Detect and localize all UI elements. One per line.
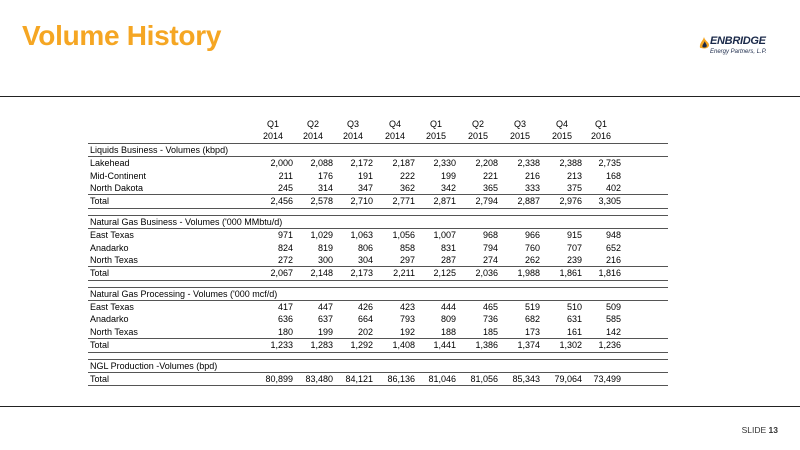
table-cell: 793: [399, 314, 415, 325]
table-cell: 1,029: [310, 230, 333, 241]
total-cell: 73,499: [593, 374, 621, 385]
table-cell: 858: [399, 242, 415, 253]
column-header-quarter: Q3: [513, 119, 526, 129]
table-cell: 365: [482, 182, 498, 193]
column-header-year: 2015: [551, 131, 573, 142]
column-header-quarter: Q1: [429, 119, 442, 129]
column-header-year: 2014: [342, 131, 364, 142]
section-heading: [88, 144, 668, 156]
column-header-quarter: Q4: [555, 119, 568, 129]
row-label: North Dakota: [90, 182, 144, 193]
table-cell: 682: [524, 314, 540, 325]
column-header-year: 2016: [590, 131, 612, 142]
total-cell: 3,305: [598, 196, 621, 207]
table-cell: 2,208: [475, 158, 498, 169]
total-cell: 1,374: [517, 340, 540, 351]
table-cell: 314: [317, 182, 333, 193]
table-cell: 333: [524, 182, 540, 193]
table-cell: 304: [357, 254, 373, 265]
total-cell: 2,887: [517, 196, 540, 207]
table-cell: 819: [317, 242, 333, 253]
table-cell: 637: [317, 314, 333, 325]
total-cell: 84,121: [345, 374, 373, 385]
table-cell: 631: [566, 314, 582, 325]
row-label: Anadarko: [90, 242, 129, 253]
table-cell: 510: [566, 302, 582, 313]
column-header-year: 2015: [509, 131, 531, 142]
table-total-row: [88, 373, 668, 385]
row-label: Mid-Continent: [90, 170, 147, 181]
row-label: Lakehead: [90, 158, 130, 169]
total-cell: 2,211: [393, 268, 415, 279]
table-cell: 161: [566, 326, 582, 337]
total-cell: 1,292: [350, 340, 373, 351]
slide-number-value: 13: [768, 425, 778, 435]
table-cell: 300: [317, 254, 333, 265]
table-row: [88, 301, 668, 313]
row-label: Anadarko: [90, 314, 129, 325]
logo-name: ENBRIDGE: [710, 35, 766, 47]
table-cell: 185: [482, 326, 498, 337]
total-cell: 1,861: [559, 268, 582, 279]
column-header-quarter: Q4: [388, 119, 401, 129]
header-divider: [0, 96, 800, 97]
table-cell: 173: [524, 326, 540, 337]
table-cell: 652: [605, 242, 621, 253]
table-cell: 2,330: [433, 158, 456, 169]
table-total-row: [88, 267, 668, 279]
total-cell: 2,036: [475, 268, 498, 279]
table-cell: 176: [317, 170, 333, 181]
table-cell: 447: [317, 302, 333, 313]
table-cell: 188: [440, 326, 456, 337]
total-cell: 1,302: [559, 340, 582, 351]
column-header-year: 2015: [425, 131, 447, 142]
column-header-year: 2014: [262, 131, 284, 142]
column-header-year: 2014: [302, 131, 324, 142]
total-label: Total: [90, 374, 110, 385]
section-heading-label: Liquids Business - Volumes (kbpd): [90, 144, 229, 155]
table-cell: 192: [399, 326, 415, 337]
table-cell: 239: [566, 254, 582, 265]
table-cell: 216: [605, 254, 621, 265]
total-cell: 2,710: [350, 196, 373, 207]
table-cell: 1,063: [350, 230, 373, 241]
total-cell: 2,148: [310, 268, 333, 279]
slide-number: [742, 425, 778, 435]
table-cell: 968: [482, 230, 498, 241]
total-cell: 83,480: [305, 374, 333, 385]
table-cell: 444: [440, 302, 456, 313]
table-cell: 1,007: [433, 230, 456, 241]
column-header-year: 2014: [384, 131, 406, 142]
table-cell: 221: [482, 170, 498, 181]
table-cell: 423: [399, 302, 415, 313]
table-cell: 465: [482, 302, 498, 313]
table-cell: 272: [277, 254, 293, 265]
table-cell: 262: [524, 254, 540, 265]
total-cell: 1,441: [433, 340, 456, 351]
table-cell: 2,172: [350, 158, 373, 169]
table-row: [88, 157, 668, 169]
table-cell: 191: [357, 170, 373, 181]
total-cell: 2,173: [350, 268, 373, 279]
table-cell: 966: [524, 230, 540, 241]
table-cell: 216: [524, 170, 540, 181]
footer-divider: [0, 406, 800, 407]
table-header-year-row: [88, 130, 668, 142]
table-cell: 180: [277, 326, 293, 337]
volume-table: [88, 118, 668, 386]
total-cell: 81,056: [470, 374, 498, 385]
table-cell: 362: [399, 182, 415, 193]
table-cell: 806: [357, 242, 373, 253]
total-cell: 1,816: [598, 268, 621, 279]
total-cell: 1,386: [475, 340, 498, 351]
table-total-row: [88, 339, 668, 351]
table-row: [88, 326, 668, 338]
total-cell: 2,794: [475, 196, 498, 207]
total-cell: 1,283: [310, 340, 333, 351]
table-cell: 2,088: [310, 158, 333, 169]
table-cell: 199: [440, 170, 456, 181]
table-row: [88, 170, 668, 182]
table-cell: 202: [357, 326, 373, 337]
table-cell: 211: [278, 170, 293, 181]
total-cell: 2,578: [310, 196, 333, 207]
column-header-year: 2015: [467, 131, 489, 142]
section-heading: [88, 360, 668, 372]
section-heading-label: Natural Gas Business - Volumes ('000 MMbtu/d): [90, 216, 283, 227]
table-cell: 347: [357, 182, 373, 193]
section-end-rule: [88, 385, 668, 386]
table-cell: 948: [605, 230, 621, 241]
column-header-quarter: Q2: [471, 119, 484, 129]
table-total-row: [88, 195, 668, 207]
table-cell: 297: [399, 254, 415, 265]
table-cell: 707: [566, 242, 582, 253]
table-cell: 760: [524, 242, 540, 253]
total-cell: 86,136: [387, 374, 415, 385]
table-cell: 426: [357, 302, 373, 313]
table-cell: 245: [277, 182, 293, 193]
section-heading-label: NGL Production -Volumes (bpd): [90, 360, 218, 371]
table-cell: 831: [440, 242, 456, 253]
total-cell: 80,899: [265, 374, 293, 385]
column-header-quarter: Q2: [306, 119, 319, 129]
total-cell: 2,067: [270, 268, 293, 279]
row-label: East Texas: [90, 230, 134, 241]
table-cell: 2,388: [559, 158, 582, 169]
table-cell: 375: [566, 182, 582, 193]
table-cell: 342: [440, 182, 456, 193]
table-cell: 2,000: [270, 158, 293, 169]
row-label: North Texas: [90, 326, 138, 337]
total-cell: 2,871: [433, 196, 456, 207]
table-cell: 519: [524, 302, 540, 313]
section-heading: [88, 216, 668, 228]
section-heading: [88, 288, 668, 300]
table-cell: 971: [277, 230, 293, 241]
table-cell: 636: [277, 314, 293, 325]
table-cell: 509: [605, 302, 621, 313]
table-cell: 915: [566, 230, 582, 241]
table-cell: 213: [566, 170, 582, 181]
table-cell: 168: [605, 170, 621, 181]
table-row: [88, 182, 668, 194]
table-row: [88, 242, 668, 254]
column-header-quarter: Q1: [594, 119, 607, 129]
slide-label: SLIDE: [741, 425, 767, 435]
table-cell: 142: [605, 326, 621, 337]
total-cell: 2,976: [559, 196, 582, 207]
total-label: Total: [90, 340, 110, 351]
total-cell: 79,064: [554, 374, 582, 385]
table-cell: 794: [482, 242, 498, 253]
table-cell: 402: [605, 182, 621, 193]
total-label: Total: [90, 268, 110, 279]
row-label: North Texas: [90, 254, 138, 265]
table-cell: 2,187: [392, 158, 415, 169]
total-cell: 2,456: [270, 196, 293, 207]
total-cell: 2,771: [392, 196, 415, 207]
total-cell: 2,125: [433, 268, 456, 279]
total-cell: 81,046: [428, 374, 456, 385]
table-cell: 824: [277, 242, 293, 253]
total-label: Total: [90, 196, 110, 207]
table-cell: 222: [399, 170, 415, 181]
table-cell: 736: [482, 314, 498, 325]
column-header-quarter: Q3: [346, 119, 359, 129]
total-cell: 1,408: [392, 340, 415, 351]
column-header-quarter: Q1: [266, 119, 279, 129]
table-cell: 417: [277, 302, 293, 313]
table-cell: 2,735: [598, 158, 621, 169]
table-row: [88, 254, 668, 266]
section-heading-label: Natural Gas Processing - Volumes ('000 mcf/d): [90, 288, 278, 299]
total-cell: 1,236: [598, 340, 621, 351]
table-header-quarter-row: [88, 118, 668, 130]
total-cell: 1,233: [270, 340, 293, 351]
table-cell: 664: [357, 314, 373, 325]
table-cell: 274: [482, 254, 498, 265]
table-cell: 287: [440, 254, 456, 265]
table-cell: 199: [317, 326, 333, 337]
page-title: Volume History: [22, 20, 222, 51]
table-cell: 585: [605, 314, 621, 325]
total-cell: 1,988: [517, 268, 540, 279]
total-cell: 85,343: [512, 374, 540, 385]
table-cell: 809: [440, 314, 456, 325]
row-label: East Texas: [90, 302, 134, 313]
table-row: [88, 229, 668, 241]
table-cell: 2,338: [517, 158, 540, 169]
table-cell: 1,056: [392, 230, 415, 241]
company-logo: [698, 32, 790, 62]
logo-subtitle: Energy Partners, L.P.: [710, 49, 767, 55]
table-row: [88, 313, 668, 325]
